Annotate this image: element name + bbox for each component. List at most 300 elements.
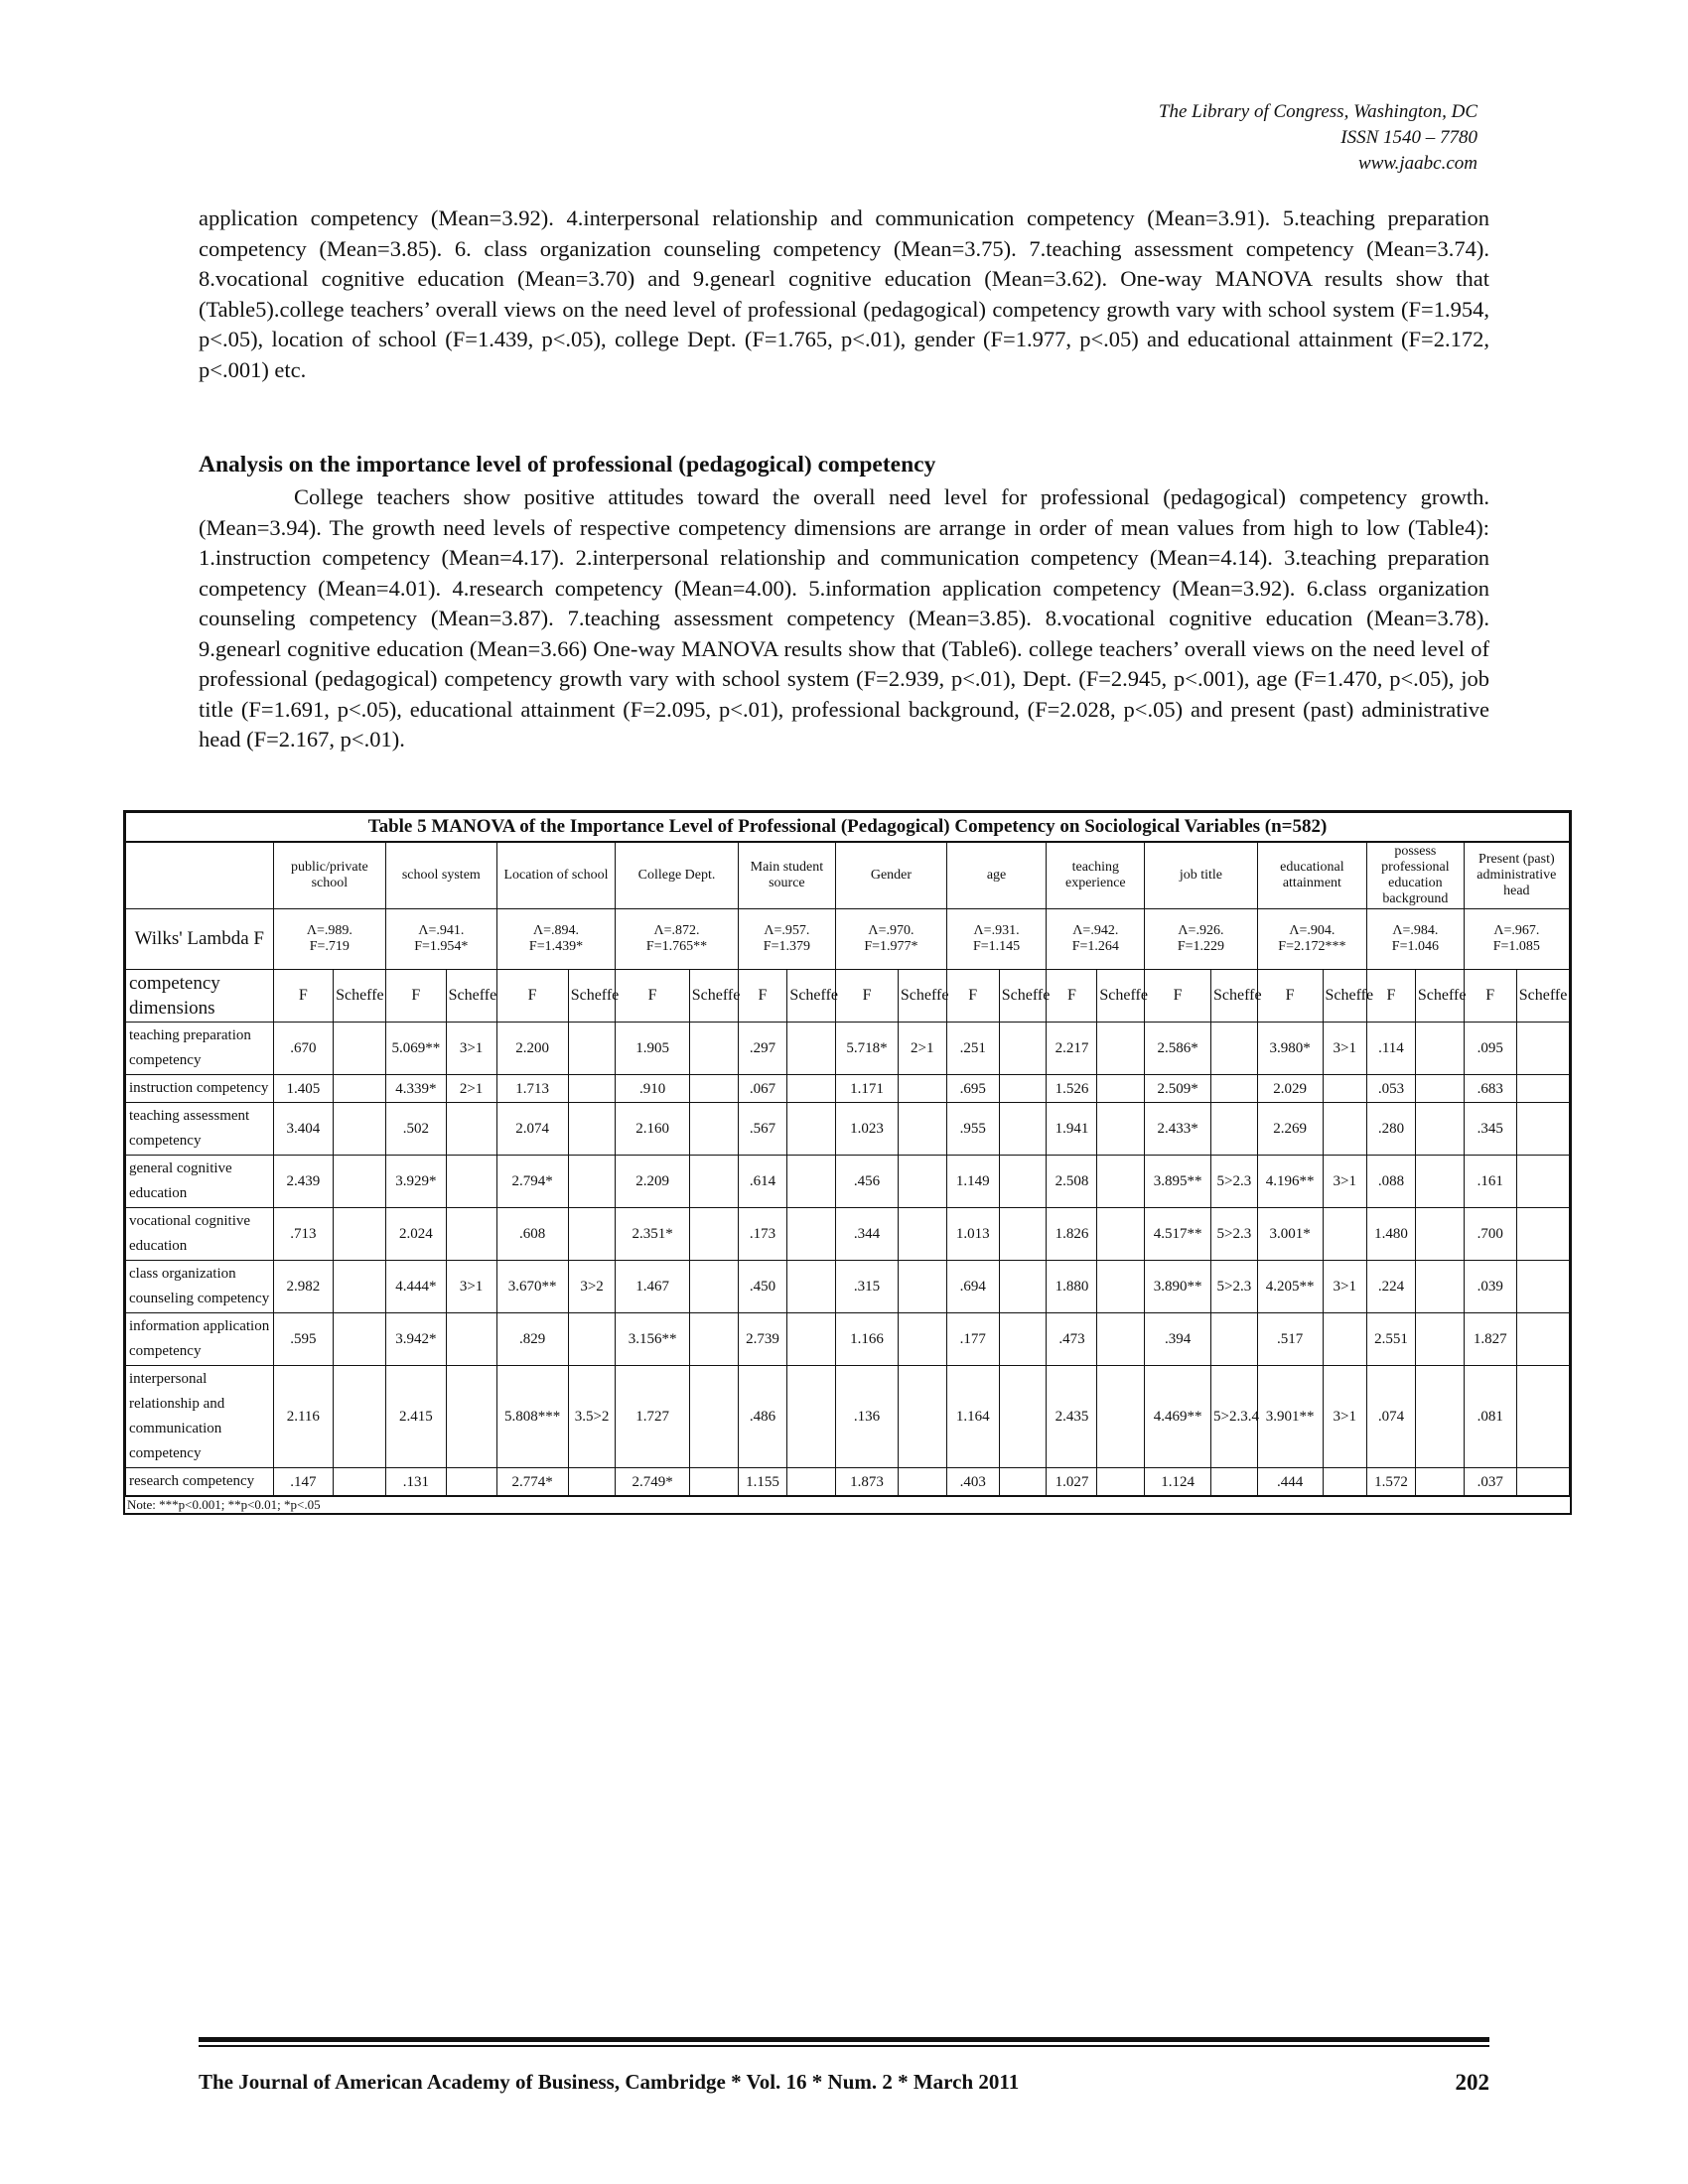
dimension-label: interpersonal relationship and communication competency xyxy=(126,1366,274,1468)
scheffe-header: Scheffe xyxy=(1323,970,1367,1023)
f-value: 3.901** xyxy=(1257,1366,1323,1468)
wilks-lambda: Λ=.926. xyxy=(1178,923,1224,938)
scheffe-value xyxy=(334,1075,386,1103)
scheffe-value xyxy=(898,1208,946,1261)
f-value: .567 xyxy=(738,1103,787,1156)
f-value: .224 xyxy=(1367,1261,1416,1313)
f-value: 3.670** xyxy=(496,1261,568,1313)
group-header: Present (past) administrative head xyxy=(1464,842,1569,909)
scheffe-value xyxy=(446,1313,496,1366)
f-header: F xyxy=(273,970,333,1023)
scheffe-value xyxy=(1097,1261,1145,1313)
group-header: educational attainment xyxy=(1257,842,1366,909)
scheffe-value xyxy=(568,1103,616,1156)
f-value: 2.551 xyxy=(1367,1313,1416,1366)
f-value: 2.217 xyxy=(1047,1023,1097,1075)
scheffe-value xyxy=(787,1023,836,1075)
f-header: F xyxy=(1257,970,1323,1023)
f-value: 4.517** xyxy=(1145,1208,1211,1261)
scheffe-value xyxy=(1415,1208,1464,1261)
footer-journal: The Journal of American Academy of Business, Cambridge * Vol. 16 * Num. 2 * March 2011 xyxy=(199,2070,1020,2094)
scheffe-value: 5>2.3.4 xyxy=(1211,1366,1258,1468)
scheffe-value xyxy=(1415,1103,1464,1156)
wilks-f: F=1.439* xyxy=(528,939,584,954)
f-header: F xyxy=(616,970,689,1023)
group-header: possess professional education background xyxy=(1367,842,1465,909)
wilks-value xyxy=(738,909,836,970)
f-header: F xyxy=(738,970,787,1023)
scheffe-value: 3>1 xyxy=(1323,1156,1367,1208)
scheffe-value xyxy=(1415,1156,1464,1208)
f-value: 3.895** xyxy=(1145,1156,1211,1208)
f-value: 1.827 xyxy=(1464,1313,1516,1366)
dimension-label: teaching assessment competency xyxy=(126,1103,274,1156)
wilks-f: F=1.229 xyxy=(1177,939,1225,954)
scheffe-value xyxy=(446,1156,496,1208)
f-value: .177 xyxy=(946,1313,999,1366)
scheffe-value: 3>1 xyxy=(446,1023,496,1075)
page-header xyxy=(1159,99,1477,177)
scheffe-value xyxy=(787,1261,836,1313)
f-value: 5.808*** xyxy=(496,1366,568,1468)
f-value: .280 xyxy=(1367,1103,1416,1156)
header-blank xyxy=(126,842,274,909)
scheffe-value: 5>2.3 xyxy=(1211,1156,1258,1208)
scheffe-value xyxy=(1415,1075,1464,1103)
f-value: .910 xyxy=(616,1075,689,1103)
scheffe-value xyxy=(999,1313,1047,1366)
f-value: 3.404 xyxy=(273,1103,333,1156)
f-value: 4.339* xyxy=(386,1075,446,1103)
wilks-lambda: Λ=.894. xyxy=(532,923,580,938)
table-row xyxy=(126,1366,1570,1468)
wilks-value xyxy=(946,909,1047,970)
f-value: 2.439 xyxy=(273,1156,333,1208)
scheffe-value xyxy=(1211,1103,1258,1156)
f-value: 1.905 xyxy=(616,1023,689,1075)
f-value: 5.718* xyxy=(836,1023,899,1075)
f-value: .444 xyxy=(1257,1468,1323,1496)
scheffe-value xyxy=(334,1023,386,1075)
scheffe-header: Scheffe xyxy=(999,970,1047,1023)
scheffe-value xyxy=(334,1366,386,1468)
wilks-lambda: Λ=.989. xyxy=(306,923,352,938)
scheffe-value xyxy=(999,1261,1047,1313)
f-value: 2.508 xyxy=(1047,1156,1097,1208)
wilks-f: F=.719 xyxy=(309,939,350,954)
f-value: .344 xyxy=(836,1208,899,1261)
scheffe-value xyxy=(1211,1023,1258,1075)
scheffe-value xyxy=(334,1156,386,1208)
scheffe-value xyxy=(1323,1313,1367,1366)
f-value: 1.727 xyxy=(616,1366,689,1468)
f-header: F xyxy=(1367,970,1416,1023)
f-value: .694 xyxy=(946,1261,999,1313)
dimension-label: information application competency xyxy=(126,1313,274,1366)
section-heading: Analysis on the importance level of professional (pedagogical) competency xyxy=(199,452,936,478)
f-value: 2.351* xyxy=(616,1208,689,1261)
wilks-value xyxy=(386,909,496,970)
wilks-f: F=1.379 xyxy=(763,939,810,954)
table-row xyxy=(126,1313,1570,1366)
scheffe-value xyxy=(1097,1313,1145,1366)
wilks-lambda: Λ=.942. xyxy=(1072,923,1119,938)
f-value: .251 xyxy=(946,1023,999,1075)
wilks-f: F=1.145 xyxy=(972,939,1021,954)
f-value: .081 xyxy=(1464,1366,1516,1468)
scheffe-value xyxy=(334,1468,386,1496)
wilks-label: Wilks' Lambda F xyxy=(126,909,274,970)
scheffe-value xyxy=(1516,1261,1569,1313)
f-value: 2.200 xyxy=(496,1023,568,1075)
dimension-label: research competency xyxy=(126,1468,274,1496)
scheffe-value xyxy=(689,1075,738,1103)
f-value: .074 xyxy=(1367,1366,1416,1468)
scheffe-value xyxy=(334,1313,386,1366)
scheffe-value xyxy=(689,1103,738,1156)
wilks-value xyxy=(1145,909,1258,970)
f-value: 1.480 xyxy=(1367,1208,1416,1261)
f-value: 1.166 xyxy=(836,1313,899,1366)
scheffe-value xyxy=(999,1366,1047,1468)
scheffe-value xyxy=(1323,1468,1367,1496)
scheffe-value xyxy=(898,1261,946,1313)
scheffe-value: 3>1 xyxy=(1323,1366,1367,1468)
scheffe-value: 2>1 xyxy=(446,1075,496,1103)
f-value: 3.980* xyxy=(1257,1023,1323,1075)
wilks-value xyxy=(1367,909,1465,970)
f-header: F xyxy=(386,970,446,1023)
scheffe-value xyxy=(787,1313,836,1366)
table-row xyxy=(126,1156,1570,1208)
f-value: 1.027 xyxy=(1047,1468,1097,1496)
f-value: 2.209 xyxy=(616,1156,689,1208)
f-header: F xyxy=(1145,970,1211,1023)
wilks-f: F=1.085 xyxy=(1492,939,1540,954)
scheffe-value: 3>2 xyxy=(568,1261,616,1313)
table-5 xyxy=(123,810,1572,1515)
f-value: 1.149 xyxy=(946,1156,999,1208)
scheffe-value: 3>1 xyxy=(1323,1023,1367,1075)
scheffe-value xyxy=(568,1023,616,1075)
scheffe-value xyxy=(446,1208,496,1261)
f-value: .173 xyxy=(738,1208,787,1261)
f-value: 1.405 xyxy=(273,1075,333,1103)
scheffe-header: Scheffe xyxy=(568,970,616,1023)
header-issn: ISSN 1540 – 7780 xyxy=(1340,127,1477,148)
scheffe-value xyxy=(787,1468,836,1496)
scheffe-value xyxy=(568,1468,616,1496)
group-header: teaching experience xyxy=(1047,842,1145,909)
f-value: 1.941 xyxy=(1047,1103,1097,1156)
f-value: .955 xyxy=(946,1103,999,1156)
wilks-value xyxy=(1464,909,1569,970)
f-value: 2.160 xyxy=(616,1103,689,1156)
scheffe-header: Scheffe xyxy=(787,970,836,1023)
scheffe-value xyxy=(1516,1075,1569,1103)
f-value: .114 xyxy=(1367,1023,1416,1075)
scheffe-value xyxy=(787,1156,836,1208)
f-value: 1.164 xyxy=(946,1366,999,1468)
footer-rule-thick xyxy=(199,2037,1489,2042)
scheffe-value xyxy=(999,1075,1047,1103)
scheffe-value xyxy=(999,1156,1047,1208)
f-value: .456 xyxy=(836,1156,899,1208)
f-value: .700 xyxy=(1464,1208,1516,1261)
f-value: .670 xyxy=(273,1023,333,1075)
f-value: .713 xyxy=(273,1208,333,1261)
scheffe-value xyxy=(689,1366,738,1468)
scheffe-value xyxy=(1097,1075,1145,1103)
table-row xyxy=(126,1468,1570,1496)
scheffe-value: 3>1 xyxy=(446,1261,496,1313)
f-header: F xyxy=(946,970,999,1023)
scheffe-header: Scheffe xyxy=(334,970,386,1023)
wilks-lambda: Λ=.970. xyxy=(868,923,914,938)
scheffe-value: 5>2.3 xyxy=(1211,1261,1258,1313)
scheffe-value xyxy=(1323,1208,1367,1261)
wilks-lambda: Λ=.904. xyxy=(1289,923,1336,938)
f-value: 2.749* xyxy=(616,1468,689,1496)
f-value: 1.826 xyxy=(1047,1208,1097,1261)
scheffe-value xyxy=(334,1208,386,1261)
scheffe-value xyxy=(334,1103,386,1156)
f-value: .067 xyxy=(738,1075,787,1103)
header-library: The Library of Congress, Washington, DC xyxy=(1158,101,1477,122)
f-value: 2.024 xyxy=(386,1208,446,1261)
scheffe-header: Scheffe xyxy=(446,970,496,1023)
f-value: 2.029 xyxy=(1257,1075,1323,1103)
wilks-value xyxy=(836,909,946,970)
scheffe-value xyxy=(1516,1366,1569,1468)
f-value: 3.001* xyxy=(1257,1208,1323,1261)
paragraph-2: College teachers show positive attitudes toward the overall need level for professional (pedagogical) competency growth. (Mean=3.94). The growth need levels of respective competency dimensions are arrange in order of mean values from high to low (Table4): 1.instruction competency (Mean=4.17). 2.interpersonal relationship and communication competency (Mean=4.14). 3.teaching preparation competency (Mean=4.01). 4.research competency (Mean=4.00). 5.information application competency (Mean=3.92). 6.class organization counseling competency (Mean=3.87). 7.teaching assessment competency (Mean=3.85). 8.vocational cognitive education (Mean=3.78). 9.genearl cognitive education (Mean=3.66) One-way MANOVA results show that (Table6). college teachers’ overall views on the need level of professional (pedagogical) competency growth vary with school system (F=2.939, p<.01), Dept. (F=2.945, p<.001), age (F=1.470, p<.05), job title (F=1.691, p<.05), educational attainment (F=2.095, p<.01), professional background, (F=2.028, p<.05) and present (past) administrative head (F=2.167, p<.01). xyxy=(199,484,1489,751)
scheffe-value xyxy=(1415,1366,1464,1468)
scheffe-value xyxy=(1516,1313,1569,1366)
f-value: 3.890** xyxy=(1145,1261,1211,1313)
f-value: .394 xyxy=(1145,1313,1211,1366)
table-row xyxy=(126,1075,1570,1103)
f-value: 1.713 xyxy=(496,1075,568,1103)
manova-table xyxy=(125,812,1570,1496)
f-value: .403 xyxy=(946,1468,999,1496)
f-value: 1.467 xyxy=(616,1261,689,1313)
dimension-label: instruction competency xyxy=(126,1075,274,1103)
group-header: public/private school xyxy=(273,842,386,909)
wilks-lambda: Λ=.931. xyxy=(973,923,1020,938)
f-value: 2.074 xyxy=(496,1103,568,1156)
scheffe-value xyxy=(1323,1075,1367,1103)
wilks-lambda: Λ=.872. xyxy=(653,923,700,938)
scheffe-value xyxy=(999,1208,1047,1261)
wilks-f: F=1.765** xyxy=(645,939,708,954)
scheffe-value: 3.5>2 xyxy=(568,1366,616,1468)
scheffe-value: 2>1 xyxy=(898,1023,946,1075)
scheffe-value xyxy=(689,1208,738,1261)
scheffe-value xyxy=(1415,1468,1464,1496)
f-value: .131 xyxy=(386,1468,446,1496)
scheffe-value xyxy=(999,1103,1047,1156)
scheffe-value xyxy=(568,1156,616,1208)
f-value: .517 xyxy=(1257,1313,1323,1366)
f-value: 4.444* xyxy=(386,1261,446,1313)
wilks-value xyxy=(616,909,738,970)
f-value: 3.156** xyxy=(616,1313,689,1366)
group-header: school system xyxy=(386,842,496,909)
scheffe-value xyxy=(787,1208,836,1261)
group-header: Location of school xyxy=(496,842,616,909)
scheffe-value xyxy=(787,1075,836,1103)
f-value: .161 xyxy=(1464,1156,1516,1208)
scheffe-header: Scheffe xyxy=(1516,970,1569,1023)
f-value: .608 xyxy=(496,1208,568,1261)
f-value: .450 xyxy=(738,1261,787,1313)
f-value: .345 xyxy=(1464,1103,1516,1156)
group-header: College Dept. xyxy=(616,842,738,909)
f-value: .297 xyxy=(738,1023,787,1075)
scheffe-value xyxy=(1516,1208,1569,1261)
f-value: 3.942* xyxy=(386,1313,446,1366)
scheffe-value xyxy=(1211,1313,1258,1366)
scheffe-value xyxy=(1516,1468,1569,1496)
group-header: Main student source xyxy=(738,842,836,909)
wilks-f: F=1.977* xyxy=(864,939,918,954)
f-value: .614 xyxy=(738,1156,787,1208)
f-value: 4.196** xyxy=(1257,1156,1323,1208)
f-value: .088 xyxy=(1367,1156,1416,1208)
scheffe-value xyxy=(999,1468,1047,1496)
group-header: age xyxy=(946,842,1047,909)
f-value: 2.774* xyxy=(496,1468,568,1496)
scheffe-value xyxy=(1097,1366,1145,1468)
table-caption: Table 5 MANOVA of the Importance Level of Professional (Pedagogical) Competency on Sociological Variables (n=582) xyxy=(126,813,1570,843)
scheffe-value xyxy=(1516,1156,1569,1208)
dimension-label: teaching preparation competency xyxy=(126,1023,274,1075)
f-value: 1.572 xyxy=(1367,1468,1416,1496)
f-value: 5.069** xyxy=(386,1023,446,1075)
scheffe-value xyxy=(1211,1075,1258,1103)
scheffe-header: Scheffe xyxy=(1211,970,1258,1023)
wilks-value xyxy=(496,909,616,970)
scheffe-value xyxy=(1097,1103,1145,1156)
header-website: www.jaabc.com xyxy=(1358,153,1477,174)
f-value: 1.873 xyxy=(836,1468,899,1496)
f-value: 1.023 xyxy=(836,1103,899,1156)
f-value: 1.880 xyxy=(1047,1261,1097,1313)
scheffe-value xyxy=(1097,1468,1145,1496)
f-value: .473 xyxy=(1047,1313,1097,1366)
scheffe-header: Scheffe xyxy=(1097,970,1145,1023)
f-value: .695 xyxy=(946,1075,999,1103)
scheffe-value xyxy=(1516,1023,1569,1075)
wilks-value xyxy=(273,909,386,970)
f-value: 2.509* xyxy=(1145,1075,1211,1103)
f-value: .095 xyxy=(1464,1023,1516,1075)
scheffe-value xyxy=(446,1468,496,1496)
f-value: 2.435 xyxy=(1047,1366,1097,1468)
scheffe-value xyxy=(334,1261,386,1313)
f-value: 2.739 xyxy=(738,1313,787,1366)
table-note: Note: ***p<0.001; **p<0.01; *p<.05 xyxy=(125,1496,1570,1513)
wilks-lambda: Λ=.941. xyxy=(418,923,465,938)
scheffe-value xyxy=(568,1208,616,1261)
scheffe-value: 5>2.3 xyxy=(1211,1208,1258,1261)
f-value: 2.433* xyxy=(1145,1103,1211,1156)
table-row xyxy=(126,1208,1570,1261)
f-value: .136 xyxy=(836,1366,899,1468)
table-row xyxy=(126,1103,1570,1156)
scheffe-value xyxy=(787,1103,836,1156)
f-value: 1.013 xyxy=(946,1208,999,1261)
scheffe-value xyxy=(898,1103,946,1156)
scheffe-value xyxy=(568,1075,616,1103)
f-value: 1.155 xyxy=(738,1468,787,1496)
wilks-f: F=1.046 xyxy=(1391,939,1439,954)
dimension-label: class organization counseling competency xyxy=(126,1261,274,1313)
f-value: 2.982 xyxy=(273,1261,333,1313)
footer-rule-thin xyxy=(199,2045,1489,2047)
scheffe-value xyxy=(1415,1261,1464,1313)
f-value: .829 xyxy=(496,1313,568,1366)
f-value: .486 xyxy=(738,1366,787,1468)
scheffe-header: Scheffe xyxy=(1415,970,1464,1023)
scheffe-value xyxy=(898,1156,946,1208)
scheffe-value xyxy=(1415,1023,1464,1075)
scheffe-value xyxy=(1323,1103,1367,1156)
wilks-value xyxy=(1257,909,1366,970)
f-header: F xyxy=(836,970,899,1023)
scheffe-value xyxy=(1097,1023,1145,1075)
f-value: 2.415 xyxy=(386,1366,446,1468)
f-value: .502 xyxy=(386,1103,446,1156)
group-header: job title xyxy=(1145,842,1258,909)
scheffe-value xyxy=(898,1075,946,1103)
wilks-f: F=1.264 xyxy=(1071,939,1119,954)
table-row xyxy=(126,1023,1570,1075)
f-value: 3.929* xyxy=(386,1156,446,1208)
scheffe-value xyxy=(898,1366,946,1468)
page-number: 202 xyxy=(1455,2070,1489,2095)
scheffe-value xyxy=(999,1023,1047,1075)
f-value: .595 xyxy=(273,1313,333,1366)
f-value: .039 xyxy=(1464,1261,1516,1313)
paragraph-1: application competency (Mean=3.92). 4.interpersonal relationship and communication competency (Mean=3.91). 5.teaching preparation competency (Mean=3.85). 6. class organization counseling competency (Mean=3.75). 7.teaching assessment competency (Mean=3.74). 8.vocational cognitive education (Mean=3.70) and 9.genearl cognitive education (Mean=3.62). One-way MANOVA results show that (Table5).college teachers’ overall views on the need level of professional (pedagogical) competency growth vary with school system (F=1.954, p<.05), location of school (F=1.439, p<.05), college Dept. (F=1.765, p<.01), gender (F=1.977, p<.05) and educational attainment (F=2.172, p<.001) etc. xyxy=(199,205,1489,382)
f-value: .053 xyxy=(1367,1075,1416,1103)
scheffe-value xyxy=(1211,1468,1258,1496)
wilks-lambda: Λ=.984. xyxy=(1392,923,1439,938)
f-value: 1.526 xyxy=(1047,1075,1097,1103)
scheffe-value xyxy=(898,1468,946,1496)
wilks-lambda: Λ=.957. xyxy=(764,923,810,938)
scheffe-value xyxy=(787,1366,836,1468)
scheffe-value xyxy=(689,1023,738,1075)
wilks-f: F=2.172*** xyxy=(1278,939,1346,954)
f-value: 4.205** xyxy=(1257,1261,1323,1313)
f-value: .683 xyxy=(1464,1075,1516,1103)
f-value: 1.171 xyxy=(836,1075,899,1103)
f-value: 4.469** xyxy=(1145,1366,1211,1468)
group-header: Gender xyxy=(836,842,946,909)
scheffe-value xyxy=(1516,1103,1569,1156)
f-value: 2.269 xyxy=(1257,1103,1323,1156)
scheffe-header: Scheffe xyxy=(898,970,946,1023)
dimension-label: vocational cognitive education xyxy=(126,1208,274,1261)
f-value: 2.116 xyxy=(273,1366,333,1468)
scheffe-value xyxy=(568,1313,616,1366)
scheffe-value xyxy=(689,1313,738,1366)
scheffe-value xyxy=(1415,1313,1464,1366)
wilks-lambda: Λ=.967. xyxy=(1493,923,1540,938)
